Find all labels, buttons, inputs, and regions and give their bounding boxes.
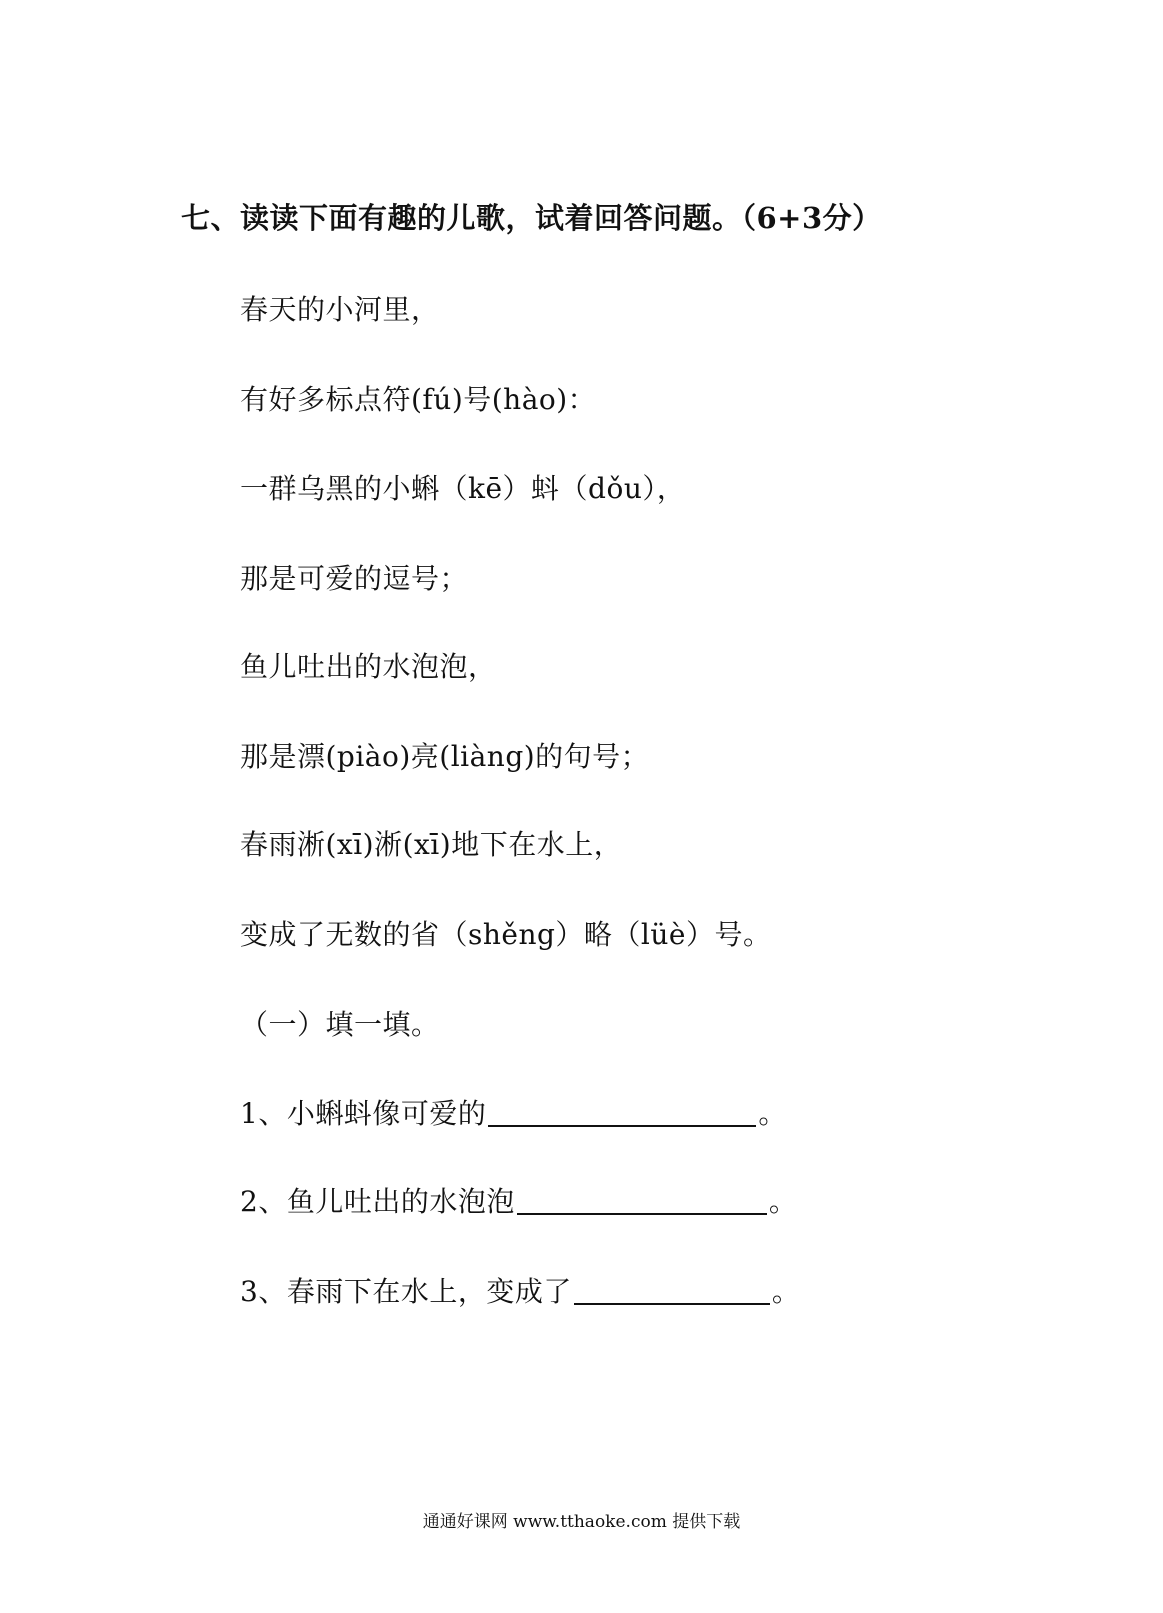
fill-item-2-prefix: 2、鱼儿吐出的水泡泡 [240,1185,515,1218]
poem-line-2: 有好多标点符(fú)号(hào)： [240,383,597,416]
fill-item-1-suffix: 。 [758,1097,787,1130]
poem-line-7: 春雨淅(xī)淅(xī)地下在水上， [240,828,623,861]
fill-item-1-blank[interactable] [488,1095,756,1127]
fill-item-2-suffix: 。 [768,1185,798,1218]
fill-item-2 [240,1180,797,1220]
page-footer: 通通好课网 www.tthaoke.com 提供下载 [422,1512,741,1532]
question-heading: 七、读读下面有趣的儿歌，试着回答问题。（6+3分） [181,201,882,235]
fill-item-1 [240,1092,787,1132]
fill-section-title: （一）填一填。 [240,1008,440,1041]
fill-item-1-prefix: 1、小蝌蚪像可爱的 [240,1097,487,1130]
fill-item-3 [240,1270,800,1310]
poem-line-1: 春天的小河里， [240,293,440,326]
fill-item-3-blank[interactable] [574,1273,770,1305]
fill-item-2-blank[interactable] [517,1183,767,1215]
poem-line-4: 那是可爱的逗号； [240,562,469,595]
poem-line-8: 变成了无数的省（shěng）略（lüè）号。 [240,918,772,951]
poem-line-3: 一群乌黑的小蝌（kē）蚪（dǒu）， [240,472,686,505]
fill-item-3-prefix: 3、春雨下在水上，变成了 [240,1275,572,1308]
poem-line-6: 那是漂(piào)亮(liàng)的句号； [240,740,650,773]
fill-item-3-suffix: 。 [771,1275,801,1308]
poem-line-5: 鱼儿吐出的水泡泡， [240,650,497,683]
